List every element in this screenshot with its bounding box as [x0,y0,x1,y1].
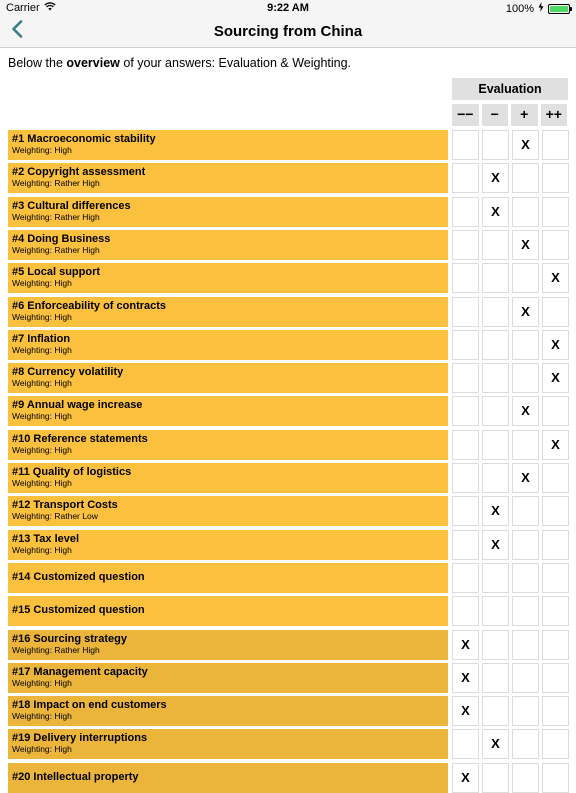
carrier-label: Carrier [6,2,40,14]
evaluation-cell[interactable]: X [482,729,509,759]
question-title: #8 Currency volatility [12,366,124,379]
evaluation-cell[interactable] [512,163,539,193]
evaluation-cell[interactable] [482,463,509,493]
question-label[interactable] [8,630,448,660]
question-weighting: Weighting: High [12,278,72,289]
question-title: #16 Sourcing strategy [12,632,127,645]
question-title: #4 Doing Business [12,232,111,245]
evaluation-cell[interactable] [512,263,539,293]
question-weighting: Weighting: High [12,711,72,722]
evaluation-cell[interactable] [452,530,479,560]
evaluation-cell[interactable] [482,130,509,160]
evaluation-cell[interactable] [452,363,479,393]
evaluation-cell[interactable] [512,596,539,626]
question-weighting: Weighting: Rather High [12,244,100,255]
evaluation-cell[interactable] [512,663,539,693]
evaluation-cell[interactable] [452,163,479,193]
question-title: #2 Copyright assessment [12,166,146,179]
evaluation-cell[interactable]: X [542,330,569,360]
question-row [0,297,576,327]
evaluation-cell[interactable] [512,563,539,593]
question-label[interactable] [8,330,448,360]
evaluation-cell[interactable] [542,297,569,327]
question-title: #10 Reference statements [12,432,148,445]
question-title: #1 Macroeconomic stability [12,133,156,145]
question-label[interactable] [8,263,448,293]
question-row [0,563,576,593]
question-title: #18 Impact on end customers [12,699,167,712]
evaluation-cell[interactable] [482,663,509,693]
evaluation-cell[interactable] [512,363,539,393]
battery-percent: 100% [505,2,534,15]
question-label[interactable] [8,396,448,426]
evaluation-cell[interactable] [482,396,509,426]
question-row [0,729,576,759]
question-row [0,230,576,260]
question-label[interactable] [8,463,448,493]
evaluation-cell[interactable] [542,230,569,260]
evaluation-cell[interactable]: X [512,297,539,327]
evaluation-cell[interactable] [512,430,539,460]
page-title: Sourcing from China [213,23,363,40]
intro-text [8,56,351,70]
evaluation-cell[interactable] [512,197,539,227]
question-weighting: Weighting: High [12,311,72,322]
question-weighting: Weighting: High [12,677,72,688]
evaluation-cell[interactable] [482,297,509,327]
evaluation-column-1: − [482,104,509,126]
evaluation-cell[interactable]: X [452,630,479,660]
evaluation-cell[interactable] [482,230,509,260]
evaluation-cell[interactable] [542,663,569,693]
evaluation-cell[interactable] [452,596,479,626]
question-weighting: Weighting: High [12,145,72,155]
evaluation-cell[interactable] [542,396,569,426]
question-weighting: Weighting: High [12,344,72,355]
evaluation-cell[interactable] [542,463,569,493]
evaluation-cell[interactable]: X [542,263,569,293]
question-row [0,197,576,227]
evaluation-cell[interactable] [542,596,569,626]
question-title: #5 Local support [12,266,101,279]
evaluation-column-0: −− [452,104,479,126]
question-row [0,363,576,393]
evaluation-cell[interactable]: X [482,496,509,526]
question-title: #7 Inflation [12,332,71,345]
question-row [0,163,576,193]
evaluation-cell[interactable] [542,496,569,526]
status-time: 9:22 AM [267,2,309,14]
question-label[interactable] [8,297,448,327]
question-title: #14 Customized question [12,570,145,583]
evaluation-cell[interactable] [542,763,569,793]
question-label[interactable] [8,596,448,626]
evaluation-cell[interactable] [542,729,569,759]
question-label[interactable] [8,763,448,793]
evaluation-cell[interactable] [512,630,539,660]
evaluation-cell[interactable]: X [542,363,569,393]
evaluation-cell[interactable] [452,463,479,493]
evaluation-cell[interactable]: X [482,530,509,560]
evaluation-cell[interactable] [512,729,539,759]
question-label[interactable] [8,663,448,693]
question-weighting: Weighting: Rather High [12,178,100,189]
question-label[interactable] [8,130,448,160]
question-weighting: Weighting: High [12,544,72,555]
evaluation-cell[interactable]: X [512,130,539,160]
evaluation-cell[interactable] [512,530,539,560]
battery-icon [548,4,570,14]
evaluation-cell[interactable] [482,630,509,660]
question-label[interactable] [8,163,448,193]
evaluation-cell[interactable] [482,763,509,793]
question-title: #15 Customized question [12,604,145,617]
question-title: #9 Annual wage increase [12,399,143,412]
question-label[interactable] [8,197,448,227]
evaluation-cell[interactable] [542,696,569,726]
question-title: #19 Delivery interruptions [12,732,148,745]
evaluation-cell[interactable] [482,430,509,460]
question-label[interactable] [8,563,448,593]
evaluation-cell[interactable]: X [512,396,539,426]
evaluation-cell[interactable]: X [482,163,509,193]
question-label[interactable] [8,496,448,526]
question-row [0,396,576,426]
evaluation-cell[interactable] [482,263,509,293]
question-weighting: Weighting: High [12,411,72,422]
question-row [0,530,576,560]
question-row [0,130,576,160]
question-label[interactable] [8,230,448,260]
evaluation-cell[interactable] [542,130,569,160]
intro-bold: overview [66,56,120,70]
evaluation-cell[interactable] [542,530,569,560]
evaluation-cell[interactable] [452,330,479,360]
evaluation-cell[interactable] [482,563,509,593]
evaluation-cell[interactable] [452,729,479,759]
question-label[interactable] [8,696,448,726]
question-weighting: Weighting: High [12,478,72,488]
question-title: #6 Enforceability of contracts [12,299,167,312]
evaluation-cell[interactable] [512,330,539,360]
question-title: #3 Cultural differences [12,199,131,212]
navigation-bar [0,16,576,48]
evaluation-cell[interactable] [542,197,569,227]
evaluation-cell[interactable] [542,163,569,193]
question-row [0,696,576,726]
evaluation-cell[interactable]: X [482,197,509,227]
evaluation-cell[interactable] [482,696,509,726]
evaluation-cell[interactable] [452,230,479,260]
question-title: #20 Intellectual property [12,770,139,783]
evaluation-header: Evaluation [452,78,568,100]
intro-prefix: Below the [8,56,67,70]
status-right [506,2,570,15]
question-row [0,463,576,493]
question-row [0,630,576,660]
evaluation-cell[interactable] [452,430,479,460]
evaluation-cell[interactable]: X [452,696,479,726]
evaluation-cell[interactable]: X [512,463,539,493]
question-title: #13 Tax level [12,532,80,545]
question-row [0,263,576,293]
evaluation-cell[interactable] [512,496,539,526]
evaluation-column-3: ++ [541,104,568,126]
question-label[interactable] [8,363,448,393]
question-weighting: Weighting: Rather High [12,644,100,655]
question-weighting: Weighting: High [12,444,72,455]
evaluation-cell[interactable] [452,396,479,426]
question-title: #12 Transport Costs [12,499,118,512]
evaluation-cell[interactable] [482,596,509,626]
evaluation-column-2: + [511,104,538,126]
intro-suffix: of your answers: Evaluation & Weighting. [119,56,352,70]
evaluation-cell[interactable] [482,330,509,360]
question-label[interactable] [8,530,448,560]
evaluation-cell[interactable] [512,763,539,793]
question-row [0,763,576,793]
evaluation-cell[interactable]: X [542,430,569,460]
question-row [0,430,576,460]
question-weighting: Weighting: Rather High [12,211,100,222]
question-title: #17 Management capacity [12,665,148,678]
question-weighting: Weighting: High [12,378,72,389]
question-title: #11 Quality of logistics [12,466,132,478]
evaluation-cell[interactable] [542,563,569,593]
evaluation-cell[interactable] [452,297,479,327]
question-row [0,496,576,526]
evaluation-cell[interactable] [482,363,509,393]
evaluation-cell[interactable] [452,197,479,227]
evaluation-cell[interactable] [452,563,479,593]
question-row [0,330,576,360]
evaluation-cell[interactable] [512,696,539,726]
charging-icon [538,2,544,15]
question-weighting: Weighting: Rather Low [12,511,98,522]
evaluation-cell[interactable] [452,263,479,293]
status-bar [0,0,576,16]
question-weighting: Weighting: High [12,744,72,755]
evaluation-column-headers [452,104,570,126]
evaluation-cell[interactable] [452,130,479,160]
question-label[interactable] [8,729,448,759]
evaluation-cell[interactable] [542,630,569,660]
question-label[interactable] [8,430,448,460]
evaluation-cell[interactable]: X [452,663,479,693]
question-row [0,663,576,693]
evaluation-cell[interactable]: X [452,763,479,793]
question-row [0,596,576,626]
evaluation-cell[interactable] [452,496,479,526]
evaluation-cell[interactable]: X [512,230,539,260]
